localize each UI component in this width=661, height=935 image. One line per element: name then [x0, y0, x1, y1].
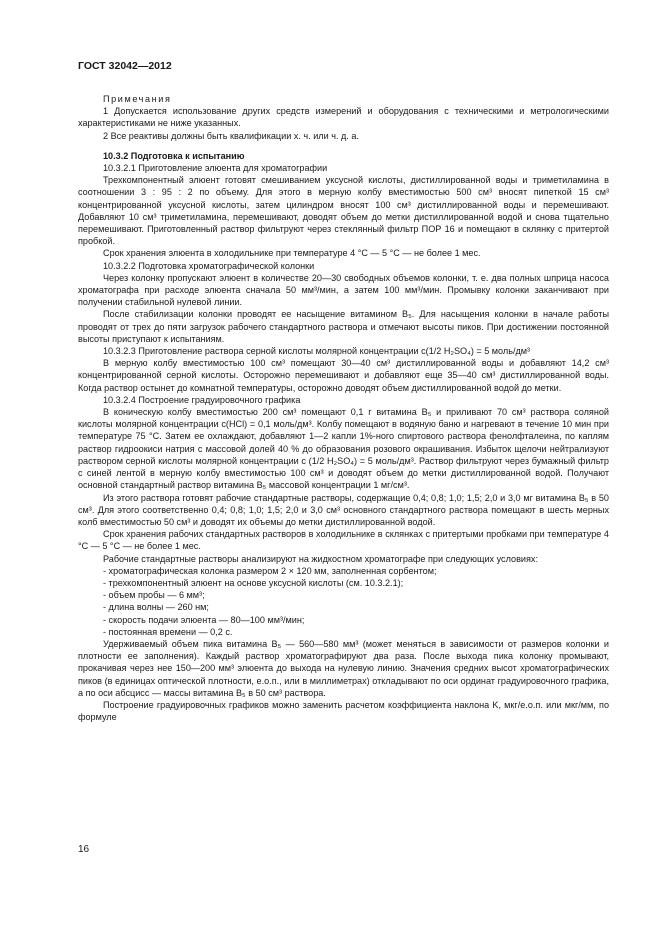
document-body [78, 93, 609, 723]
list-item: - постоянная времени — 0,2 с. [103, 626, 233, 637]
paragraph: В мерную колбу вместимостью 100 см³ помещают 30—40 см³ дистиллированной воды и добавляют 14,2 см³ концентрированной серной кислоты. Осторожно перемешивают и добавляют еще 35—40 см³ дистиллированной воды. Когда раствор остынет до комнатной температуры, осторожно доводят объем дистиллированной водой до метки. [78, 358, 609, 393]
paragraph: Срок хранения рабочих стандартных растворов в холодильнике в склянках с притертыми пробками при температуре 4 °С — 5 °С — не более 1 мес. [78, 529, 609, 552]
notes-title: Примечания [103, 94, 172, 104]
paragraph: Рабочие стандартные растворы анализируют на жидкостном хроматографе при следующих условиях: [103, 553, 538, 564]
subsection-title-4: 10.3.2.4 Построение градуировочного графика [103, 394, 301, 405]
paragraph: Построение градуировочных графиков можно заменить расчетом коэффициента наклона K, мкг/е.о.п. или мкг/мм, по формуле [78, 699, 609, 723]
list-item: - хроматографическая колонка размером 2 × 120 мм, заполненная сорбентом; [103, 565, 437, 576]
paragraph: После стабилизации колонки проводят ее насыщение витамином B₅. Для насыщения колонки в начале работы проводят от трех до пяти загрузок рабочего стандартного раствора и отмечают высоты пиков. При достижении постоянной высоты приступают к испытаниям. [78, 309, 609, 344]
list-item: - длина волны — 260 нм; [103, 602, 209, 613]
paragraph: Через колонку пропускают элюент в количестве 20—30 свободных объемов колонки, т. е. два полных шприца насоса хроматографа при расходе элюента сначала 50 мм³/мин, а затем 100 мм³/мин. Промывку колонки заканчивают при получении стабильной нулевой линии. [78, 272, 609, 308]
section-heading: 10.3.2 Подготовка к испытанию [103, 150, 245, 161]
paragraph: Удерживаемый объем пика витамина B₅ — 560—580 мм³ (может меняться в зависимости от размеров колонки и плотности ее заполнения). Каждый раствор хроматографируют два раза. После выхода пика колонку промывают, прокачивая через нее 150—200 мм³ элюента до выхода на нулевую линию. Значения средних высот хроматографических пиков (в единицах оптической плотности, е.о.п., или в миллиметрах) откладывают по оси ординат градуировочного графика, а по оси абсцисс — массы витамина B₅ в 50 см³ раствора. [78, 638, 609, 698]
subsection-title-2: 10.3.2.2 Подготовка хроматографической колонки [103, 260, 315, 271]
paragraph: Трехкомпонентный элюент готовят смешиванием уксусной кислоты, дистиллированной воды и триметиламина в соотношении 3 : 95 : 2 по объему. Для этого в мерную колбу вместимостью 500 см³ вносят пипеткой 15 см³ концентрированной уксусной кислоты, затем цилиндром вносят 100 см³ дистиллированной воды и перемешивают. Добавляют 10 см³ триметиламина, перемешивают, доводят объем до метки дистиллированной водой и снова тщательно перемешивают. Приготовленный раствор фильтруют через стеклянный фильтр ПОР 16 и помещают в склянку с притертой пробкой. [78, 175, 609, 247]
list-item: - объем пробы — 6 мм³; [103, 590, 205, 601]
list-item: - скорость подачи элюента — 80—100 мм³/мин; [103, 614, 305, 625]
paragraph: В коническую колбу вместимостью 200 см³ помещают 0,1 г витамина B₅ и приливают 70 см³ раствора соляной кислоты молярной концентрации c(HCl) = 0,1 моль/дм³. Колбу помещают в водяную баню и нагревают в течение 10 мин при температуре 75 °С. Затем ее охлаждают, добавляют 1—2 капли 1%-ного спиртового раствора фенолфталеина, по каплям раствор гидроокиси натрия с массовой долей 40 % до образования розового окрашивания. Избыток щелочи нейтрализуют раствором серной кислоты молярной концентрации c (1/2 H₂SO₄) = 5 моль/дм³. Раствор фильтруют через бумажный фильтр с синей лентой в мерную колбу вместимостью 100 см³ и доводят объем до метки дистиллированной водой. Получают основной стандартный раствор витамина B₅ массовой концентрации 1 мг/см³. [78, 407, 609, 491]
note-1: 1 Допускается использование других средств измерений и оборудования с техническими и метрологическими характеристиками не ниже указанных. [78, 106, 609, 129]
subsection-title-3: 10.3.2.3 Приготовление раствора серной кислоты молярной концентрации c(1/2 H₂SO₄) = 5 моль/дм³ [103, 346, 531, 357]
list-item: - трехкомпонентный элюент на основе уксусной кислоты (см. 10.3.2.1); [103, 577, 404, 588]
document-header: ГОСТ 32042—2012 [78, 60, 172, 72]
subsection-title-1: 10.3.2.1 Приготовление элюента для хроматографии [103, 163, 328, 174]
paragraph: Из этого раствора готовят рабочие стандартные растворы, содержащие 0,4; 0,8; 1,0; 1,5; 2,0 и 3,0 мг витамина B₅ в 50 см³. Для этого соответственно 0,4; 0,8; 1,0; 1,5; 2,0 и 3,0 см³ основного стандартного раствора помещают в шесть мерных колб вместимостью 50 см³ и доводят их объемы до метки дистиллированной водой. [78, 492, 609, 527]
paragraph: Срок хранения элюента в холодильнике при температуре 4 °С — 5 °С — не более 1 мес. [103, 248, 481, 259]
note-2: 2 Все реактивы должны быть квалификации х. ч. или ч. д. а. [103, 130, 359, 141]
page-number: 16 [78, 844, 90, 855]
